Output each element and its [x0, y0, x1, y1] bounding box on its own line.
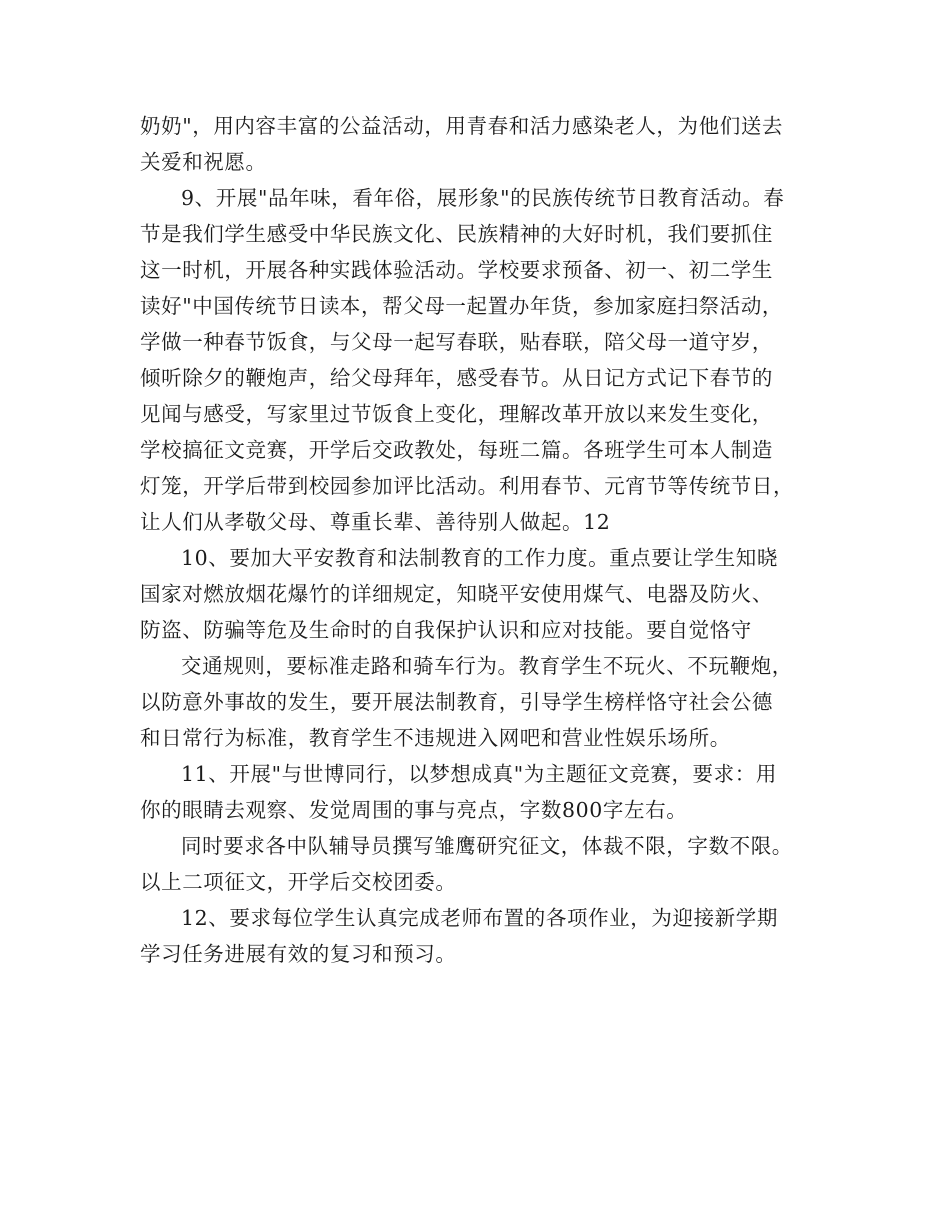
- text-line: 和日常行为标准，教育学生不违规进入网吧和营业性娱乐场所。: [140, 726, 731, 750]
- text-line: 这一时机，开展各种实践体验活动。学校要求预备、初一、初二学生: [140, 258, 773, 282]
- text-line: 倾听除夕的鞭炮声，给父母拜年，感受春节。从日记方式记下春节的: [140, 366, 773, 390]
- paragraph-traffic-rules: [140, 648, 820, 756]
- document-body: [140, 108, 820, 972]
- text-line: 学习任务进展有效的复习和预习。: [140, 942, 457, 966]
- text-line: 关爱和祝愿。: [140, 150, 267, 174]
- paragraph-continuation: [140, 108, 820, 180]
- text-line: 你的眼睛去观察、发觉周围的事与亮点，字数800字左右。: [140, 798, 688, 822]
- paragraph-item-11: [140, 756, 820, 828]
- text-line: 12、要求每位学生认真完成老师布置的各项作业，为迎接新学期: [181, 906, 778, 930]
- text-line: 奶奶"，用内容丰富的公益活动，用青春和活力感染老人，为他们送去: [140, 114, 784, 138]
- text-line: 9、开展"品年味，看年俗，展形象"的民族传统节日教育活动。春: [181, 186, 785, 210]
- text-line: 灯笼，开学后带到校园参加评比活动。利用春节、元宵节等传统节日，: [140, 474, 795, 498]
- paragraph-item-10: [140, 540, 820, 648]
- paragraph-item-12: [140, 900, 820, 972]
- paragraph-item-9: [140, 180, 820, 540]
- text-line: 国家对燃放烟花爆竹的详细规定，知晓平安使用煤气、电器及防火、: [140, 582, 773, 606]
- text-line: 学校搞征文竞赛，开学后交政教处，每班二篇。各班学生可本人制造: [140, 438, 773, 462]
- text-line: 见闻与感受，写家里过节饭食上变化，理解改革开放以来发生变化，: [140, 402, 773, 426]
- text-line: 让人们从孝敬父母、尊重长辈、善待别人做起。12: [140, 510, 611, 534]
- text-line: 防盗、防骗等危及生命时的自我保护认识和应对技能。要自觉恪守: [140, 618, 752, 642]
- paragraph-essay-requirement: [140, 828, 820, 900]
- text-line: 读好"中国传统节日读本，帮父母一起置办年货，参加家庭扫祭活动，: [140, 294, 784, 318]
- text-line: 交通规则，要标准走路和骑车行为。教育学生不玩火、不玩鞭炮，: [181, 654, 793, 678]
- text-line: 11、开展"与世博同行，以梦想成真"为主题征文竞赛，要求：用: [181, 762, 777, 786]
- text-line: 10、要加大平安教育和法制教育的工作力度。重点要让学生知晓: [181, 546, 778, 570]
- text-line: 以上二项征文，开学后交校团委。: [140, 870, 457, 894]
- text-line: 学做一种春节饭食，与父母一起写春联，贴春联，陪父母一道守岁，: [140, 330, 773, 354]
- text-line: 同时要求各中队辅导员撰写雏鹰研究征文，体裁不限，字数不限。: [181, 834, 793, 858]
- text-line: 以防意外事故的发生，要开展法制教育，引导学生榜样恪守社会公德: [140, 690, 773, 714]
- text-line: 节是我们学生感受中华民族文化、民族精神的大好时机，我们要抓住: [140, 222, 773, 246]
